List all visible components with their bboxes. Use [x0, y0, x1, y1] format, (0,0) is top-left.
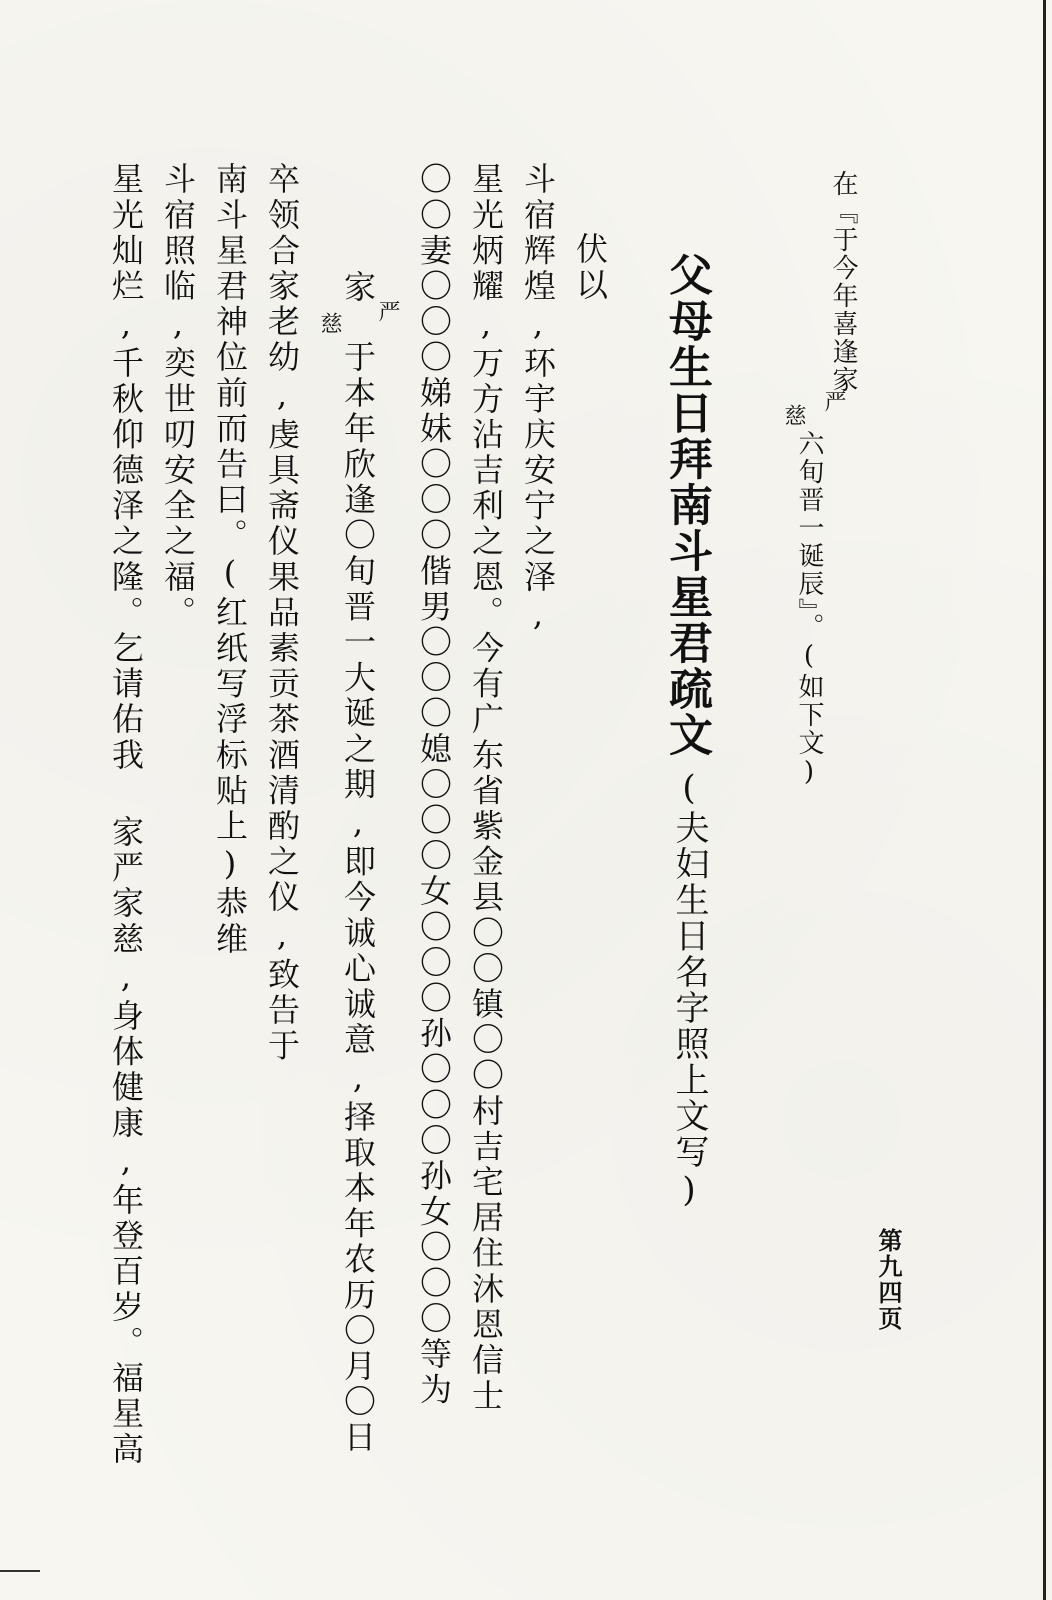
body-line-7: 斗宿照临,奕世叨安全之福。	[159, 162, 197, 631]
header-text-part2: 六旬晋一诞辰』。(如下文)	[794, 430, 824, 789]
body-line-4: 于本年欣逢〇旬晋一大诞之期,即今诚心诚意,择取本年农历〇月〇日	[339, 340, 377, 1456]
body-line-1: 斗宿辉煌,环宇庆安宁之泽,	[519, 162, 557, 637]
body-line-2: 星光炳耀,万方沾吉利之恩。今有广东省紫金县〇〇镇〇〇村吉宅居住沐恩信士	[467, 162, 505, 1414]
document-title: 父母生日拜南斗星君疏文	[661, 252, 712, 758]
body-line-6: 南斗星君神位前而告曰。(红纸写浮标贴上)恭维	[211, 162, 249, 958]
header-stacked-yan: 严	[821, 390, 846, 412]
body-line-4-prefix: 家	[339, 270, 377, 306]
page-bottom-mark	[0, 1570, 40, 1572]
header-text-part1: 在『于今年喜逢家	[828, 170, 858, 394]
body-line-5: 卒领合家老幼,虔具斋仪果品素贡茶酒清酌之仪,致告于	[263, 162, 301, 1064]
body-line-8: 星光灿烂,千秋仰德泽之隆。乞请佑我 家严家慈,身体健康,年登百岁。福星高	[107, 162, 145, 1468]
body-line-3: 〇〇妻〇〇〇娣妹〇〇〇偕男〇〇〇媳〇〇〇女〇〇〇孙〇〇〇孙女〇〇〇等为	[415, 162, 453, 1408]
header-line	[830, 170, 856, 394]
page-edge-line	[1043, 0, 1046, 1600]
body-line-4-stack-yan: 严	[375, 300, 400, 322]
page-number: 第九四页	[874, 1228, 903, 1332]
header-line-continued	[796, 430, 822, 789]
body-line-4-stack-ci: 慈	[317, 312, 342, 334]
header-stacked-ci: 慈	[781, 404, 806, 426]
body-opening: 伏以	[571, 232, 609, 304]
document-title-note: (夫妇生日名字照上文写)	[669, 768, 709, 1212]
